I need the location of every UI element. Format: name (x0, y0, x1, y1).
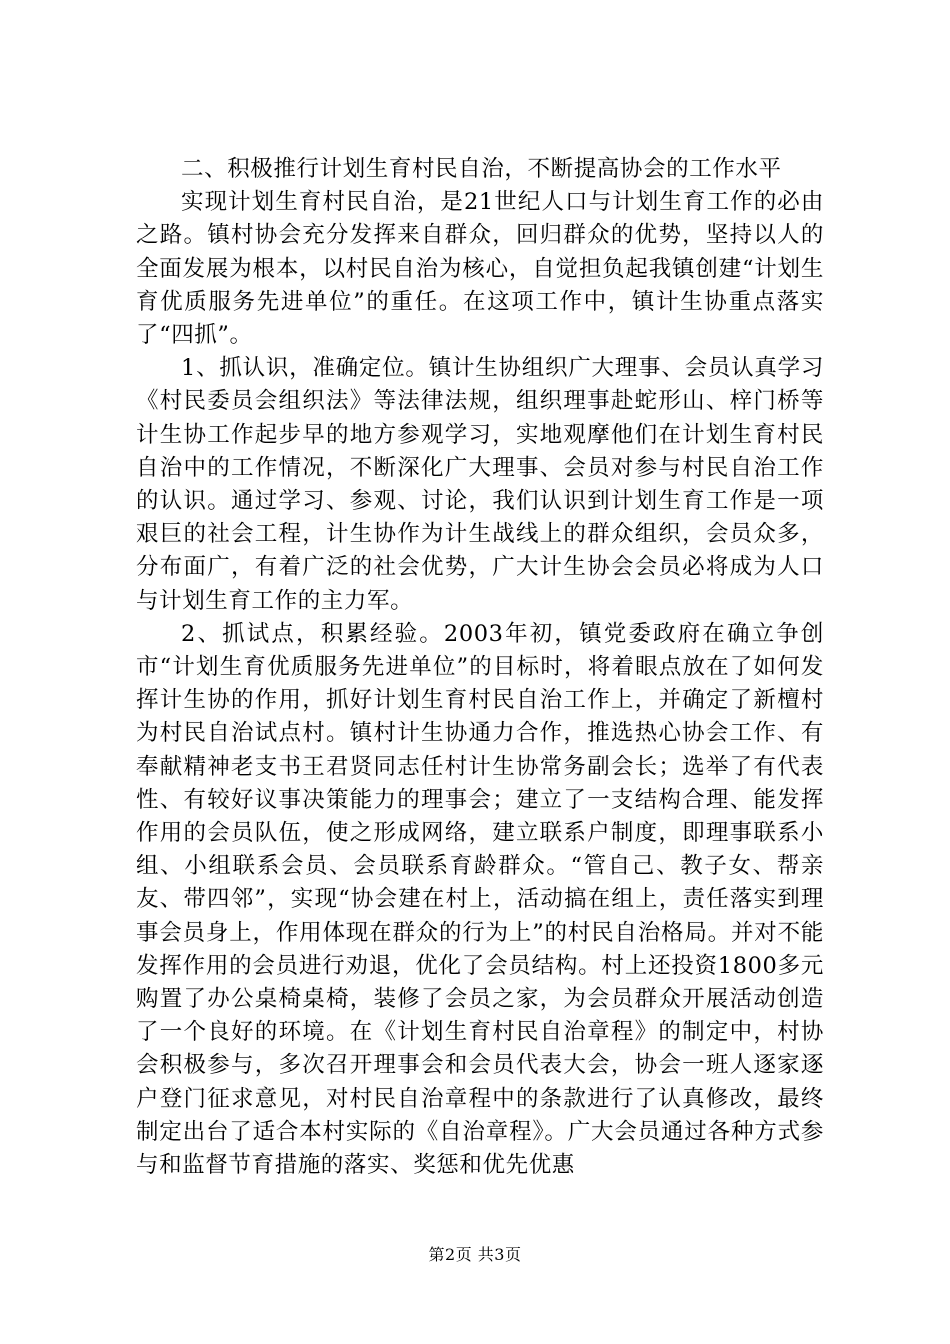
paragraph-item-1: 1、抓认识，准确定位。镇计生协组织广大理事、会员认真学习《村民委员会组织法》等法律法规，组织理事赴蛇形山、梓门桥等计生协工作起步早的地方参观学习，实地观摩他们在计划生育村民自治中的工作情况，不断深化广大理事、会员对参与村民自治工作的认识。通过学习、参观、讨论，我们认识到计划生育工作是一项艰巨的社会工程，计生协作为计生战线上的群众组织，会员众多，分布面广，有着广泛的社会优势，广大计生协会会员必将成为人口与计划生育工作的主力军。 (136, 355, 824, 614)
paragraph-item-2: 2、抓试点，积累经验。2003年初，镇党委政府在确立争创市“计划生育优质服务先进单位”的目标时，将着眼点放在了如何发挥计生协的作用，抓好计划生育村民自治工作上，并确定了新檀村为村民自治试点村。镇村计生协通力合作，推选热心协会工作、有奉献精神老支书王君贤同志任村计生协常务副会长；选举了有代表性、有较好议事决策能力的理事会；建立了一支结构合理、能发挥作用的会员队伍，使之形成网络，建立联系户制度，即理事联系小组、小组联系会员、会员联系育龄群众。“管自己、教子女、帮亲友、带四邻”，实现“协会建在村上，活动搞在组上，责任落实到理事会员身上，作用体现在群众的行为上”的村民自治格局。并对不能发挥作用的会员进行劝退，优化了会员结构。村上还投资1800多元购置了办公桌椅桌椅，装修了会员之家，为会员群众开展活动创造了一个良好的环境。在《计划生育村民自治章程》的制定中，村协会积极参与，多次召开理事会和会员代表大会，协会一班人逐家逐户登门征求意见，对村民自治章程中的条款进行了认真修改，最终制定出台了适合本村实际的《自治章程》。广大会员通过各种方式参与和监督节育措施的落实、奖惩和优先优惠 (136, 620, 824, 1179)
page-footer: 第2页 共3页 (428, 1245, 522, 1264)
paragraph-intro: 实现计划生育村民自治，是21世纪人口与计划生育工作的必由之路。镇村协会充分发挥来自群众，回归群众的优势，坚持以人的全面发展为根本，以村民自治为核心，自觉担负起我镇创建“计划生育优质服务先进单位”的重任。在这项工作中，镇计生协重点落实了“四抓”。 (136, 189, 824, 349)
section-heading: 二、积极推行计划生育村民自治，不断提高协会的工作水平 (181, 156, 782, 182)
document-body (136, 153, 824, 1182)
